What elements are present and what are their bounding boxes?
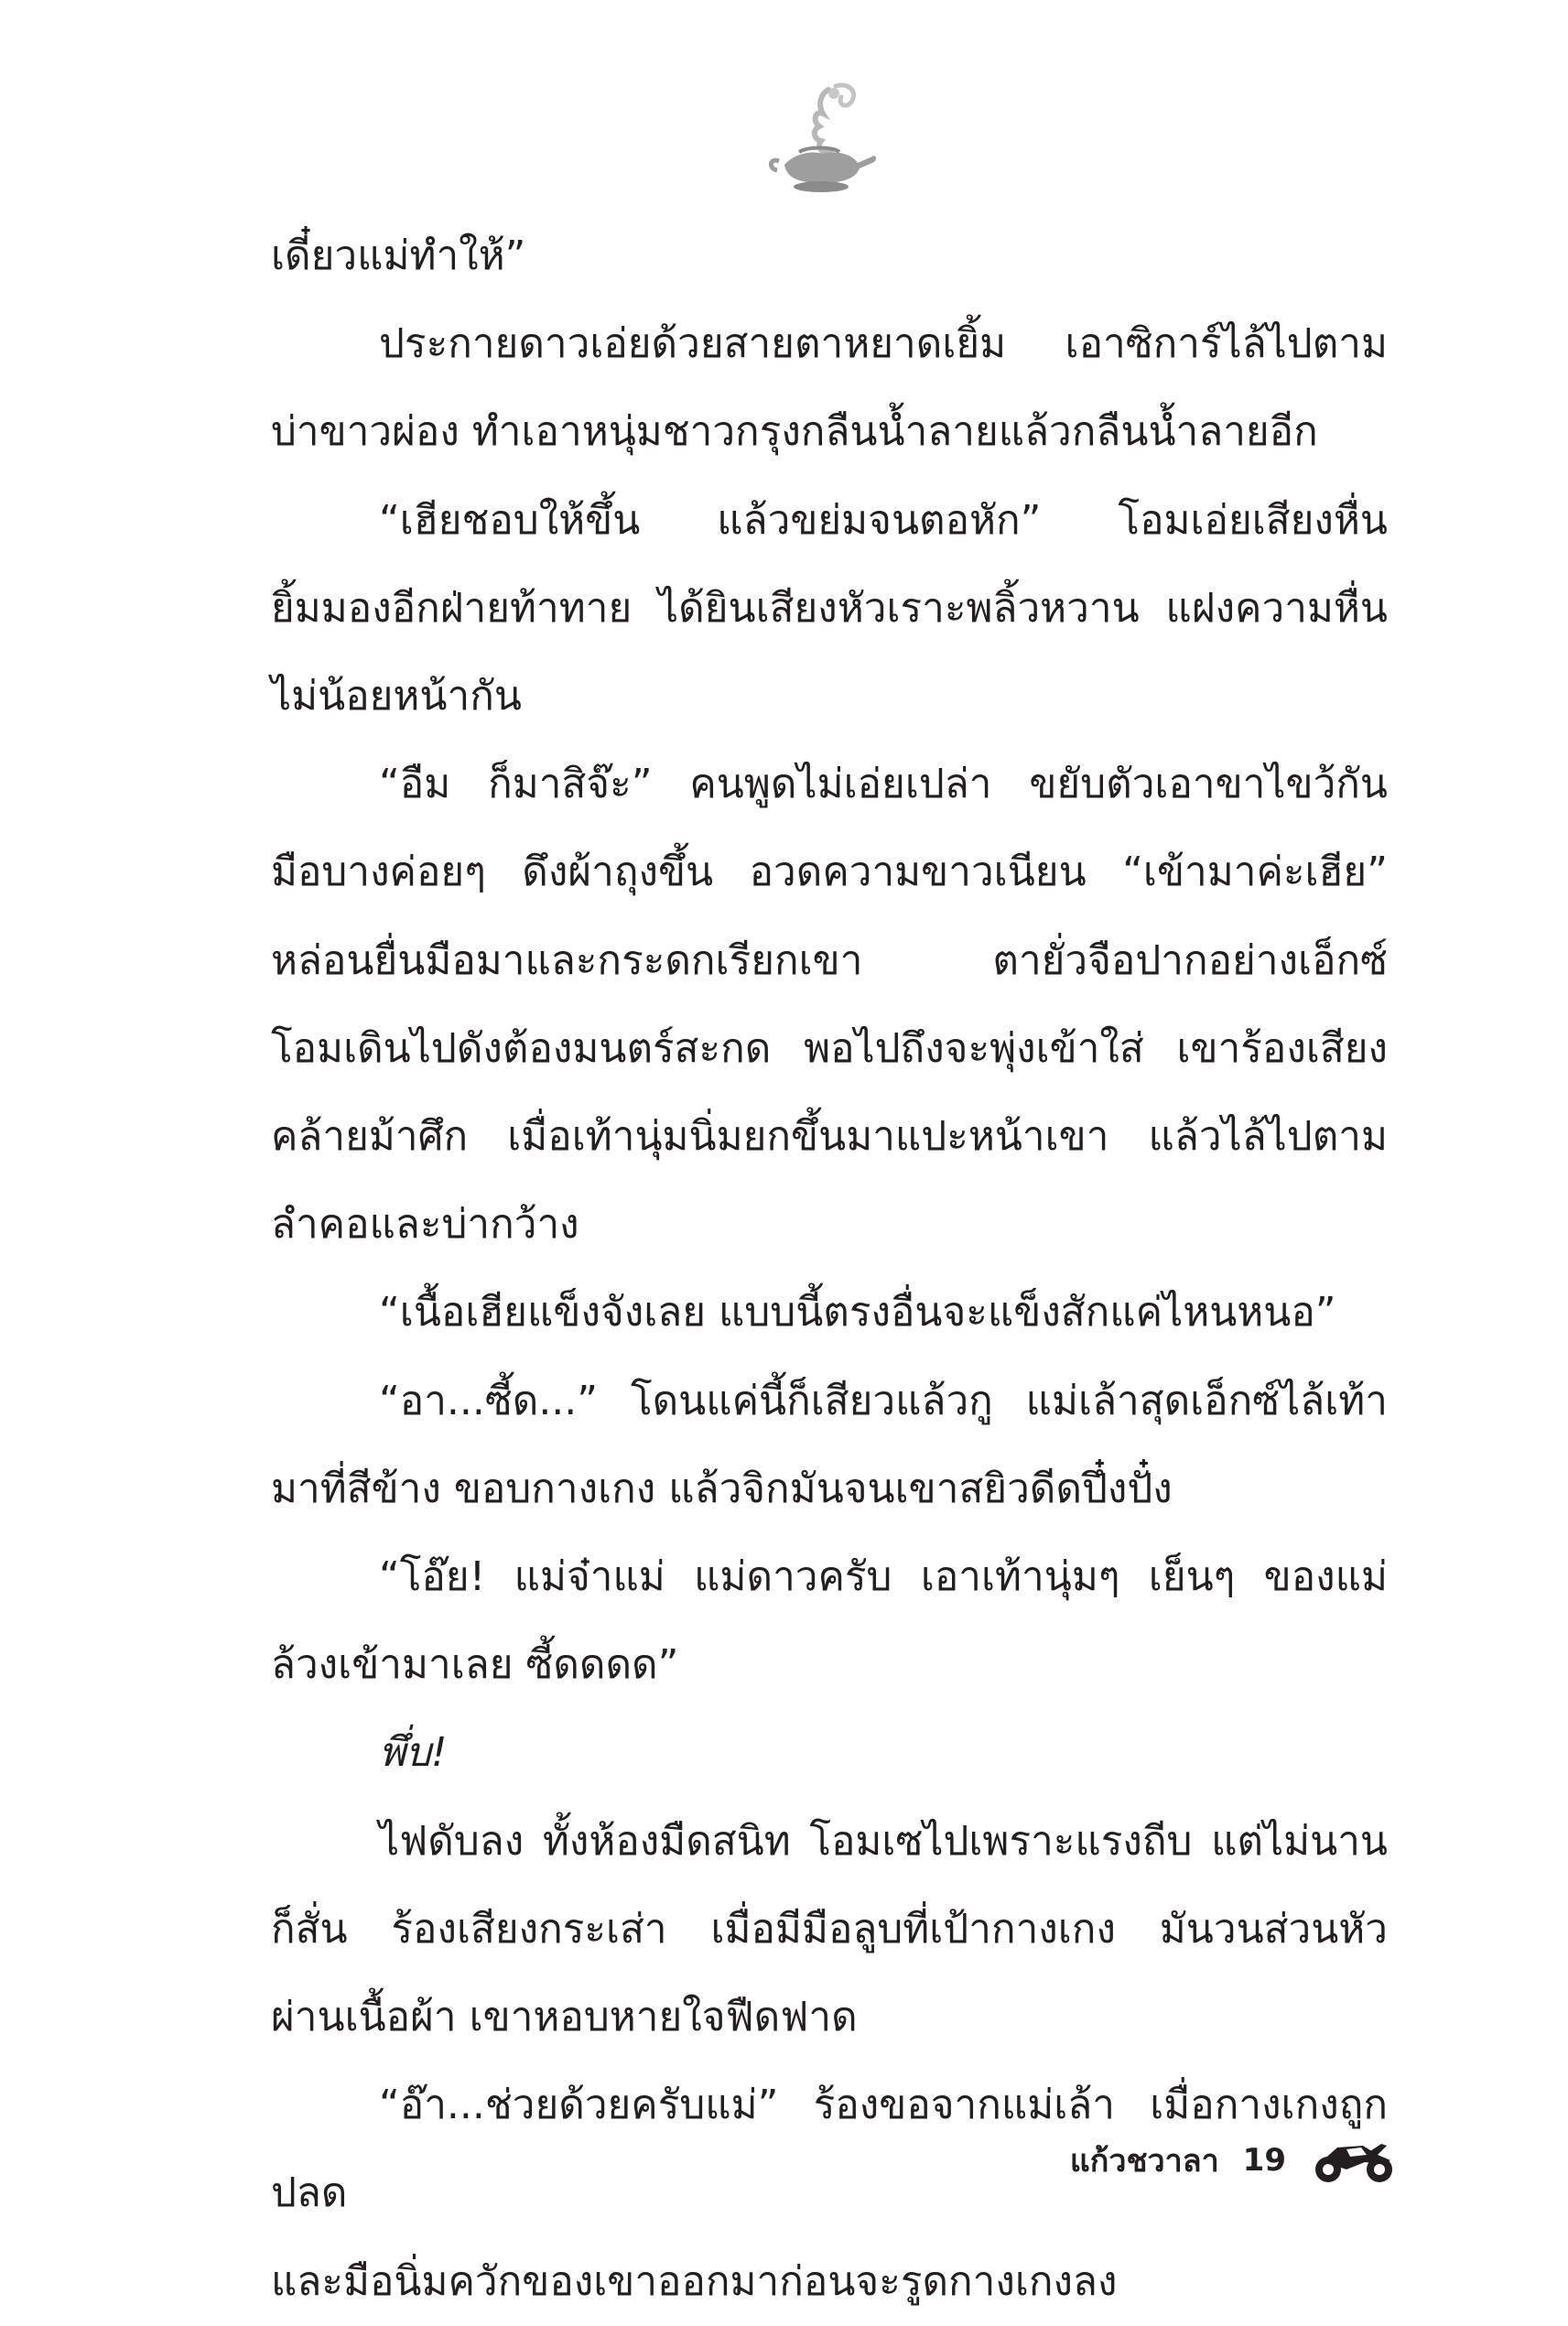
paragraph — [271, 653, 1388, 741]
text-line: มาที่สีข้าง ขอบกางเกง แล้วจิกมันจนเขาสยิวดีดปึ๋งปั๋ง — [271, 1465, 1173, 1512]
text-line: ไฟดับลง ทั้งห้องมืดสนิท โอมเซไปเพราะแรงถีบ แต่ไม่นาน — [379, 1817, 1388, 1865]
text-line: ไม่น้อยหน้ากัน — [271, 673, 522, 720]
text-line: และมือนิ่มควักของเขาออกมาก่อนจะรูดกางเกงลง — [271, 2257, 1118, 2305]
text-line: “อา...ซี้ด...” โดนแค่นี้ก็เสียวแล้วกู แม่เล้าสุดเอ็กซ์ไล้เท้า — [379, 1377, 1388, 1424]
paragraph — [271, 1886, 1388, 1974]
text-line: ล้วงเข้ามาเลย ซี้ดดดด” — [271, 1641, 679, 1689]
paragraph — [271, 2238, 1388, 2326]
text-line: “อ๊า...ช่วยด้วยครับแม่” ร้องขอจากแม่เล้า เมื่อกางเกงถูกปลด — [271, 2082, 1388, 2217]
paragraph — [271, 741, 1388, 828]
paragraph — [271, 1533, 1388, 1621]
text-line: หล่อนยื่นมือมาและกระดกเรียกเขา ตายั่วจือปากอย่างเอ็กซ์ — [271, 936, 1388, 984]
text-line: คล้ายม้าศึก เมื่อเท้านุ่มนิ่มยกขึ้นมาแปะหน้าเขา แล้วไล้ไปตาม — [271, 1113, 1388, 1161]
body-text — [271, 212, 1388, 2326]
paragraph — [271, 1621, 1388, 1709]
text-line: พึ่บ! — [379, 1729, 448, 1777]
text-line: ก็สั่น ร้องเสียงกระเส่า เมื่อมีมือลูบที่เป้ากางเกง มันวนส่วนหัว — [271, 1905, 1388, 1953]
paragraph — [271, 1709, 1388, 1797]
paragraph — [271, 477, 1388, 565]
text-line: “เนื้อเฮียแข็งจังเลย แบบนี้ตรงอื่นจะแข็งสักแค่ไหนหนอ” — [379, 1289, 1336, 1336]
paragraph — [271, 1181, 1388, 1269]
paragraph — [271, 1974, 1388, 2061]
paragraph — [271, 1093, 1388, 1181]
paragraph — [271, 300, 1388, 388]
book-title: แก้วชวาลา — [1069, 2143, 1219, 2180]
paragraph — [271, 1798, 1388, 1886]
text-line: “อืม ก็มาสิจ๊ะ” คนพูดไม่เอ่ยเปล่า ขยับตัวเอาขาไขว้กัน — [379, 761, 1388, 808]
text-line: ยิ้มมองอีกฝ่ายท้าทาย ได้ยินเสียงหัวเราะพลิ้วหวาน แฝงความหื่น — [271, 584, 1388, 632]
paragraph — [271, 565, 1388, 653]
text-line: โอมเดินไปดังต้องมนตร์สะกด พอไปถึงจะพุ่งเข้าใส่ เขาร้องเสียง — [271, 1024, 1388, 1072]
page-footer — [1070, 2128, 1398, 2192]
genie-lamp-icon — [757, 73, 885, 201]
paragraph — [271, 212, 1388, 300]
text-line: มือบางค่อยๆ ดึงผ้าถุงขึ้น อวดความขาวเนียน “เข้ามาค่ะเฮีย” — [271, 849, 1388, 896]
text-line: บ่าขาวผ่อง ทำเอาหนุ่มชาวกรุงกลืนน้ำลายแล้วกลืนน้ำลายอีก — [271, 408, 1318, 456]
text-line: “เฮียชอบให้ขึ้น แล้วขย่มจนตอหัก” โอมเอ่ยเสียงหื่น — [379, 496, 1388, 544]
paragraph — [271, 1445, 1388, 1533]
paragraph — [271, 1269, 1388, 1357]
text-line: “โอ๊ย! แม่จ๋าแม่ แม่ดาวครับ เอาเท้านุ่มๆ เย็นๆ ของแม่ — [379, 1553, 1388, 1601]
paragraph — [271, 1005, 1388, 1093]
text-line: ลำคอและบ่ากว้าง — [271, 1201, 579, 1249]
text-line: เดี๋ยวแม่ทำให้” — [271, 233, 526, 279]
text-line: ประกายดาวเอ่ยด้วยสายตาหยาดเยิ้ม เอาซิการ์ไล้ไปตาม — [379, 320, 1388, 368]
paragraph — [271, 1358, 1388, 1445]
page-number: 19 — [1242, 2142, 1286, 2179]
text-line: ผ่านเนื้อผ้า เขาหอบหายใจฟืดฟาด — [271, 1994, 858, 2041]
paragraph — [271, 828, 1388, 916]
paragraph — [271, 388, 1388, 476]
paragraph — [271, 917, 1388, 1005]
motorcycle-icon — [1310, 2135, 1398, 2186]
